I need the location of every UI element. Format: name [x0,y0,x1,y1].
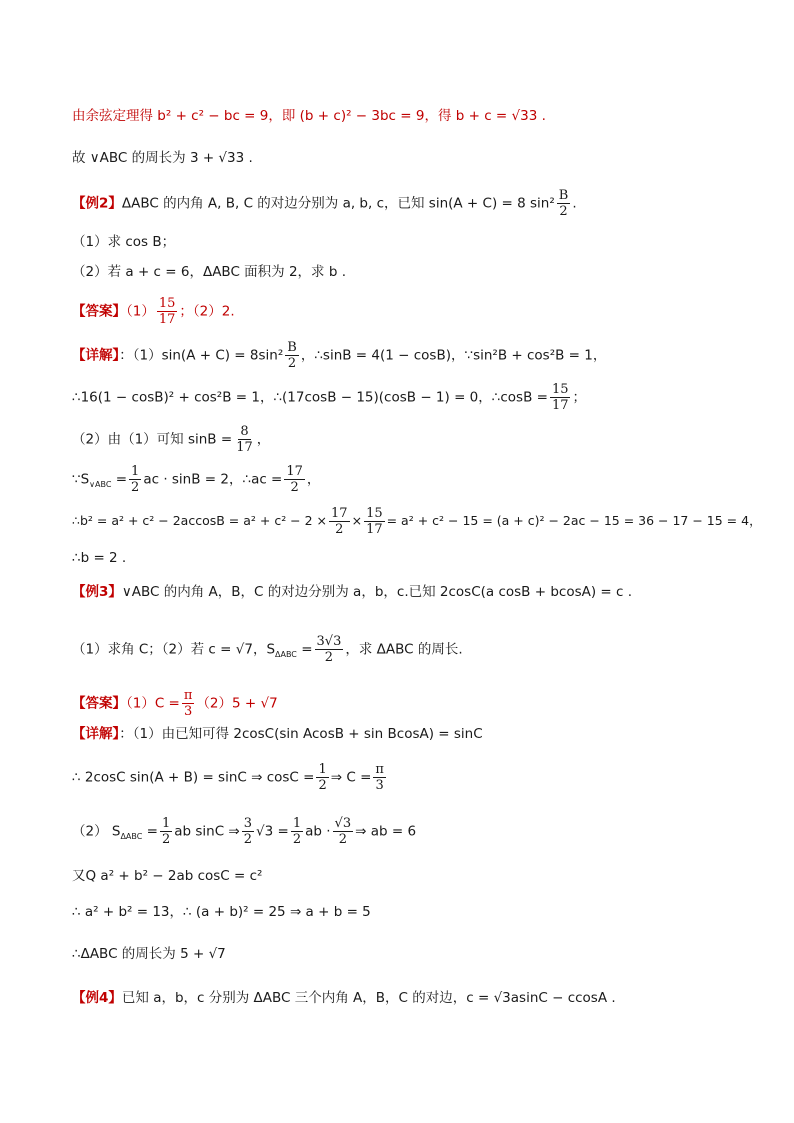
fraction: $\frac{8}{17}$ [236,424,253,455]
solution-label: 【详解】 [72,726,120,742]
fraction: $\frac{15}{17}$ [366,506,383,537]
solution-2-line-1: 【详解】：（1）由已知可得 2cosC(sin AcosB + sin BcosA) = sinC [72,726,483,742]
fraction: $\frac{B}{2}$ [558,188,569,219]
answer-label: 【答案】 [72,695,126,712]
fraction: $\frac{√3}{2}$ [334,816,352,847]
fraction: $\frac{\pi}{3}$ [375,762,384,793]
solution-2-line-6: ∴ΔABC 的周长为 5 + √7 [72,946,226,962]
question-1: （1）求 cos B； [72,234,176,250]
cosine-law-conclusion: 由余弦定理得 b² + c² − bc = 9，即 (b + c)² − 3bc = 9，得 b + c = √33 . [72,108,546,124]
example-label: 【例4】 [72,990,122,1006]
fraction: $\frac{1}{2}$ [318,762,327,793]
example-3-questions: （1）求角 C；（2）若 c = √7，$S_{\Delta ABC}$ = $\frac{3√3}{2}$ ，求 ΔABC 的周长. [72,634,463,665]
answer-line: 【答案】（1） $\frac{15}{17}$ ；（2）2. [72,296,235,327]
fraction: $\frac{\pi}{3}$ [183,688,193,719]
solution-line-4: $\because S_{\vee ABC}$ = $\frac{1}{2}$ ac · sinB = 2，∴ac = $\frac{17}{2}$ ， [72,464,321,495]
example-3-statement: ∨ABC 的内角 A，B，C 的对边分别为 a，b，c.已知 2cosC(a cosB + bcosA) = c . [121,584,633,600]
solution-2-line-4: 又Q a² + b² − 2ab cosC = c² [72,868,263,884]
solution-line-1: 【详解】：（1）sin(A + C) = 8sin² $\frac{B}{2}$ ，∴sinB = 4(1 − cosB)，∵sin²B + cos²B = 1， [72,340,607,371]
solution-line-5: ∴b² = a² + c² − 2accosB = a² + c² − 2 × $\frac{17}{2}$ × $\frac{15}{17}$ = a² + c² − 15 = (a + c)² − 2ac − 15 = 36 − 17 − 15 = 4， [72,506,762,537]
fraction: $\frac{15}{17}$ [551,382,569,413]
solution-line-2: ∴16(1 − cosB)² + cos²B = 1，∴(17cosB − 15)(cosB − 1) = 0，∴cosB = $\frac{15}{17}$ ； [72,382,586,413]
example-2-statement: ΔABC 的内角 A, B, C 的对边分别为 a, b, c，已知 sin(A + C) = 8 sin² [121,195,555,212]
example-3-heading [72,582,632,602]
solution-2-line-3: （2） $S_{\Delta ABC}$ = $\frac{1}{2}$ ab sinC ⇒ $\frac{3}{2}$ √3 = $\frac{1}{2}$ ab · $\frac{√3}{2}$ ⇒ ab = 6 [72,816,417,847]
fraction: $\frac{1}{2}$ [131,464,140,495]
example-label: 【例2】 [72,195,122,212]
solution-line-3: （2）由（1）可知 sinB = $\frac{8}{17}$ ， [72,424,271,455]
solution-line-6: ∴b = 2 . [72,550,127,566]
example-4-statement: 已知 a，b，c 分别为 ΔABC 三个内角 A，B，C 的对边，c = √3asinC − ccosA . [121,990,616,1006]
fraction: $\frac{B}{2}$ [287,340,297,371]
answer-label: 【答案】 [72,303,126,320]
question-2: （2）若 a + c = 6，ΔABC 面积为 2，求 b . [72,264,346,280]
perimeter-conclusion: 故 ∨ABC 的周长为 3 + √33 . [72,150,253,166]
solution-2-line-5: ∴ a² + b² = 13，∴ (a + b)² = 25 ⇒ a + b = 5 [72,904,371,920]
solution-2-line-2: ∴ 2cosC sin(A + B) = sinC ⇒ cosC = $\frac{1}{2}$ ⇒ C = $\frac{\pi}{3}$ [72,762,384,793]
example-4-heading [72,988,616,1008]
fraction: $\frac{3√3}{2}$ [316,634,342,665]
example-2-heading: 【例2】ΔABC 的内角 A, B, C 的对边分别为 a, b, c，已知 sin(A + C) = 8 sin² $\frac{B}{2}$ . [72,188,577,219]
fraction: $\frac{17}{2}$ [331,506,348,537]
text-line-1 [72,106,546,126]
fraction: $\frac{1}{2}$ [292,816,302,847]
example-label: 【例3】 [72,584,122,600]
fraction: $\frac{15}{17}$ [158,296,176,327]
solution-label: 【详解】 [72,347,120,364]
fraction: $\frac{17}{2}$ [286,464,303,495]
answer-line-2: 【答案】（1）C = $\frac{\pi}{3}$ （2）5 + √7 [72,688,278,719]
text-line-2 [72,148,253,168]
fraction: $\frac{1}{2}$ [161,816,171,847]
fraction: $\frac{3}{2}$ [243,816,253,847]
